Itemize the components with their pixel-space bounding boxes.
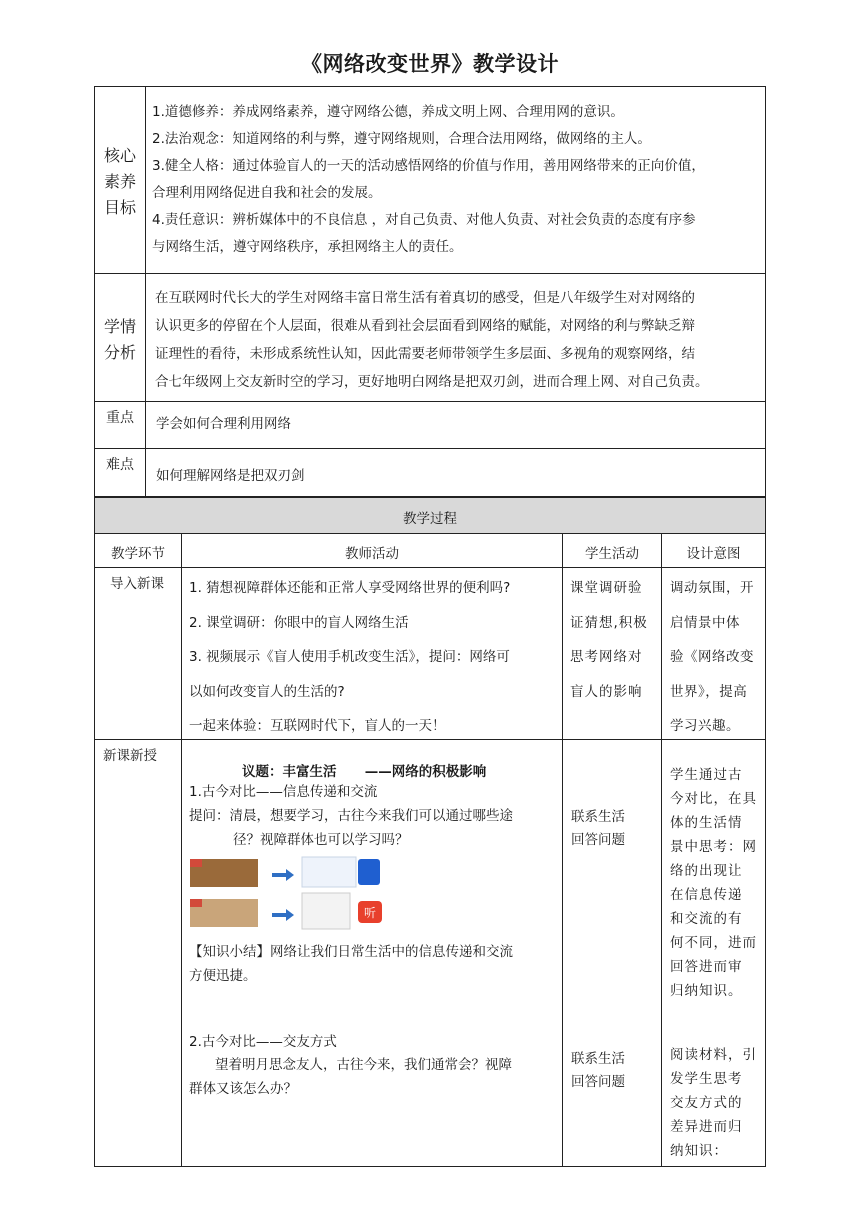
intro-intent-line: 启情景中体 [670, 614, 740, 631]
key-point-text: 学会如何合理利用网络 [156, 416, 291, 432]
intro-student-line: 盲人的影响 [570, 683, 643, 700]
core-line: 1.道德修养：养成网络素养，遵守网络公德，养成文明上网、合理用网的意识。 [152, 104, 624, 120]
intro-teacher-line: 一起来体验：互联网时代下，盲人的一天！ [189, 718, 446, 734]
analysis-label-line: 学情 [103, 317, 136, 336]
intro-teacher [189, 571, 559, 744]
row-divider [94, 448, 766, 449]
intro-student-line: 思考网络对 [570, 649, 643, 665]
row-divider [94, 567, 766, 568]
core-text [152, 99, 762, 261]
intro-intent-line: 验《网络改变 [670, 649, 754, 665]
ancient-modern-comparison-image [190, 853, 396, 935]
intro-student-line: 证猜想,积极 [570, 614, 648, 631]
new-intent-line: 纳知识： [670, 1143, 728, 1159]
analysis-line: 合七年级网上交友新时空的学习，更好地明白网络是把双刃剑，进而合理上网、对自己负责。 [155, 374, 709, 390]
new-intent-line: 归纳知识。 [670, 983, 743, 999]
row-divider [94, 273, 766, 274]
intro-teacher-line: 1. 猜想视障群体还能和正常人享受网络世界的便利吗? [189, 580, 511, 596]
part2-question [189, 1053, 559, 1101]
tag-image [190, 899, 202, 907]
core-line: 3.健全人格：通过体验盲人的一天的活动感悟网络的价值与作用，善用网络带来的正向价值， [152, 158, 705, 174]
new-intent-line: 体的生活情 [670, 815, 743, 831]
intro-intent-line: 调动氛围，开 [670, 580, 754, 596]
core-label-line: 核心 [103, 146, 136, 165]
header-student: 学生活动 [585, 546, 639, 562]
new-intent-1 [670, 763, 762, 1003]
row-divider [94, 401, 766, 402]
core-line: 4.责任意识：辨析媒体中的不良信息 ，对自己负责、对他人负责、对社会负责的态度有序参 [152, 212, 696, 228]
col-divider [661, 533, 662, 1167]
summary-line: 【知识小结】网络让我们日常生活中的信息传递和交流 [189, 944, 513, 960]
intro-intent-line: 学习兴趣。 [670, 718, 740, 734]
key-point-label: 重点 [106, 410, 134, 426]
arrow-right-icon [272, 909, 294, 921]
app-icon [358, 859, 380, 885]
new-intent-line: 在信息传递 [670, 887, 743, 903]
new-intent-line: 回答进而审 [670, 959, 743, 975]
part2-question-line: 群体又该怎么办？ [189, 1081, 297, 1097]
intro-student-line: 课堂调研验 [570, 580, 643, 596]
analysis-line: 证理性的看待，未形成系统性认知，因此需要老师带领学生多层面、多视角的观察网络，结 [155, 346, 695, 362]
intro-intent-line: 世界》，提高 [670, 683, 748, 700]
part1-title: 1.古今对比——信息传递和交流 [189, 784, 378, 800]
page-title: 《网络改变世界》教学设计 [301, 51, 559, 76]
summary-line: 方便迅捷。 [189, 968, 257, 984]
analysis-label-line: 分析 [103, 343, 136, 362]
new-intent-line: 和交流的有 [670, 911, 743, 927]
listen-app-label: 听 [363, 906, 377, 920]
new-student-line: 回答问题 [571, 832, 625, 848]
new-student-1 [571, 806, 625, 852]
new-student-line: 联系生活 [571, 1051, 625, 1067]
header-stage: 教学环节 [111, 546, 165, 562]
intro-teacher-line: 2. 课堂调研：你眼中的盲人网络生活 [189, 614, 409, 631]
tag-image [190, 859, 202, 867]
new-student-line: 联系生活 [571, 809, 625, 825]
core-label [95, 143, 145, 221]
part1-question-line: 径？视障群体也可以学习吗？ [233, 832, 409, 848]
core-line: 与网络生活，遵守网络秩序，承担网络主人的责任。 [152, 239, 463, 255]
new-stage: 新课新授 [103, 748, 157, 764]
info-table-divider [145, 86, 146, 497]
new-intent-line: 交友方式的 [670, 1095, 743, 1111]
new-intent-line: 学生通过古 [670, 767, 743, 783]
core-line: 合理利用网络促进自我和社会的发展。 [152, 185, 382, 201]
analysis-line: 在互联网时代长大的学生对网络丰富日常生活有着真切的感受，但是八年级学生对对网络的 [155, 290, 695, 306]
part2-question-line: 望着明月思念友人，古往今来，我们通常会？视障 [215, 1057, 512, 1073]
part2-title: 2.古今对比——交友方式 [189, 1034, 337, 1050]
header-intent: 设计意图 [686, 546, 741, 562]
intro-teacher-line: 3. 视频展示《盲人使用手机改变生活》，提问：网络可 [189, 649, 510, 665]
analysis-line: 认识更多的停留在个人层面，很难从看到社会层面看到网络的赋能，对网络的利与弊缺乏辩 [155, 318, 695, 334]
intro-intent [670, 571, 762, 744]
part1-question-line: 提问：清晨，想要学习，古往今来我们可以通过哪些途 [189, 808, 513, 824]
core-line: 2.法治观念：知道网络的利与弊，遵守网络规则，合理合法用网络，做网络的主人。 [152, 131, 651, 147]
intro-teacher-line: 以如何改变盲人的生活的? [189, 683, 345, 700]
core-label-line: 目标 [103, 198, 136, 217]
intro-student [570, 571, 656, 709]
new-intent-line: 络的出现让 [670, 863, 743, 879]
col-divider [562, 533, 563, 1167]
difficulty-label: 难点 [106, 457, 134, 473]
header-teacher: 教师活动 [345, 546, 399, 562]
col-divider [181, 533, 182, 1167]
new-intent-line: 今对比，在具 [670, 791, 757, 807]
new-intent-line: 何不同，进而 [670, 935, 757, 951]
core-label-line: 素养 [103, 172, 136, 191]
new-intent-line: 阅读材料，引 [670, 1047, 757, 1063]
summary-1 [189, 940, 559, 988]
arrow-right-icon [272, 869, 294, 881]
intro-stage: 导入新课 [110, 576, 164, 592]
new-student-2 [571, 1048, 625, 1094]
new-student-line: 回答问题 [571, 1074, 625, 1090]
analysis-text [155, 284, 762, 396]
new-topic: 议题：丰富生活 ——网络的积极影响 [242, 764, 487, 780]
new-intent-line: 差异进而归 [670, 1119, 743, 1135]
new-intent-line: 发学生思考 [670, 1071, 743, 1087]
difficulty-text: 如何理解网络是把双刃剑 [156, 468, 305, 484]
row-divider [94, 533, 766, 534]
part1-question [189, 804, 559, 852]
app-screen-image [302, 857, 356, 887]
new-intent-line: 景中思考：网 [670, 839, 757, 855]
process-title: 教学过程 [403, 511, 457, 527]
analysis-label [95, 314, 145, 366]
new-intent-2 [670, 1043, 762, 1163]
reading-app-image [302, 893, 350, 929]
